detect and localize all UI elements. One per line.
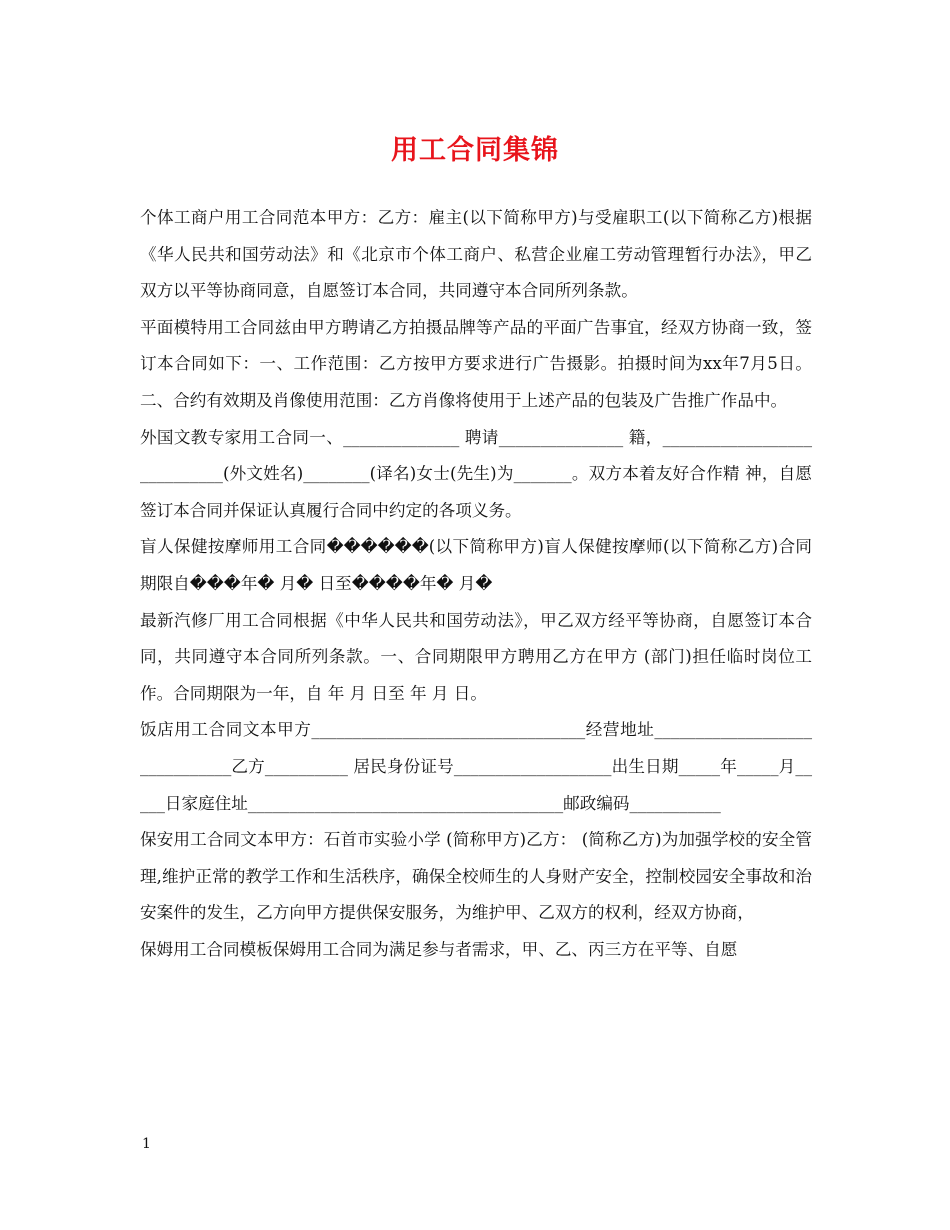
document-title: 用工合同集锦 — [391, 135, 559, 166]
paragraph-restaurant: 饭店用工合同文本甲方_________________________________经营地址______________________________乙方__________ 居民身份证号___________________出生日期_____年_____月_____日家庭住址______________________________________邮政编码___________ — [140, 720, 812, 813]
paragraph-blind-massage: 盲人保健按摩师用工合同������(以下简称甲方)盲人保健按摩师(以下简称乙方)合同期限自���年� 月� 日至����年� 月� — [140, 537, 812, 593]
paragraph-foreign-expert: 外国文教专家用工合同一、______________ 聘请_______________ 籍，____________________________(外文姓名)________(译名)女士(先生)为_______。双方本着友好合作精 神，自愿签订本合同并保证认真履行合同中约定的各项义务。 — [140, 427, 812, 520]
paragraph-security: 保安用工合同文本甲方：石首市实验小学 (简称甲方)乙方： (简称乙方)为加强学校的安全管理,维护正常的教学工作和生活秩序，确保全校师生的人身财产安全，控制校园安全事故和治安案件的发生，乙方向甲方提供保安服务，为维护甲、乙双方的权利，经双方协商， — [140, 830, 812, 923]
page-number: 1 — [142, 1136, 151, 1152]
paragraph-nanny: 保姆用工合同模板保姆用工合同为满足参与者需求，甲、乙、丙三方在平等、自愿 — [140, 939, 738, 959]
paragraph-print-model: 平面模特用工合同兹由甲方聘请乙方拍摄品牌等产品的平面广告事宜，经双方协商一致，签订本合同如下：一、工作范围：乙方按甲方要求进行广告摄影。拍摄时间为xx年7月5日。二、合约有效期及肖像使用范围：乙方肖像将使用于上述产品的包装及广告推广作品中。 — [140, 317, 812, 410]
paragraph-auto-repair: 最新汽修厂用工合同根据《中华人民共和国劳动法》，甲乙双方经平等协商，自愿签订本合同，共同遵守本合同所列条款。一、合同期限甲方聘用乙方在甲方 (部门)担任临时岗位工作。合同期限为一年，自 年 月 日至 年 月 日。 — [140, 610, 812, 703]
paragraph-individual-business: 个体工商户用工合同范本甲方：乙方：雇主(以下简称甲方)与受雇职工(以下简称乙方)根据《华人民共和国劳动法》和《北京市个体工商户、私营企业雇工劳动管理暂行办法》，甲乙双方以平等协商同意，自愿签订本合同，共同遵守本合同所列条款。 — [140, 208, 812, 301]
document-body — [140, 200, 812, 968]
